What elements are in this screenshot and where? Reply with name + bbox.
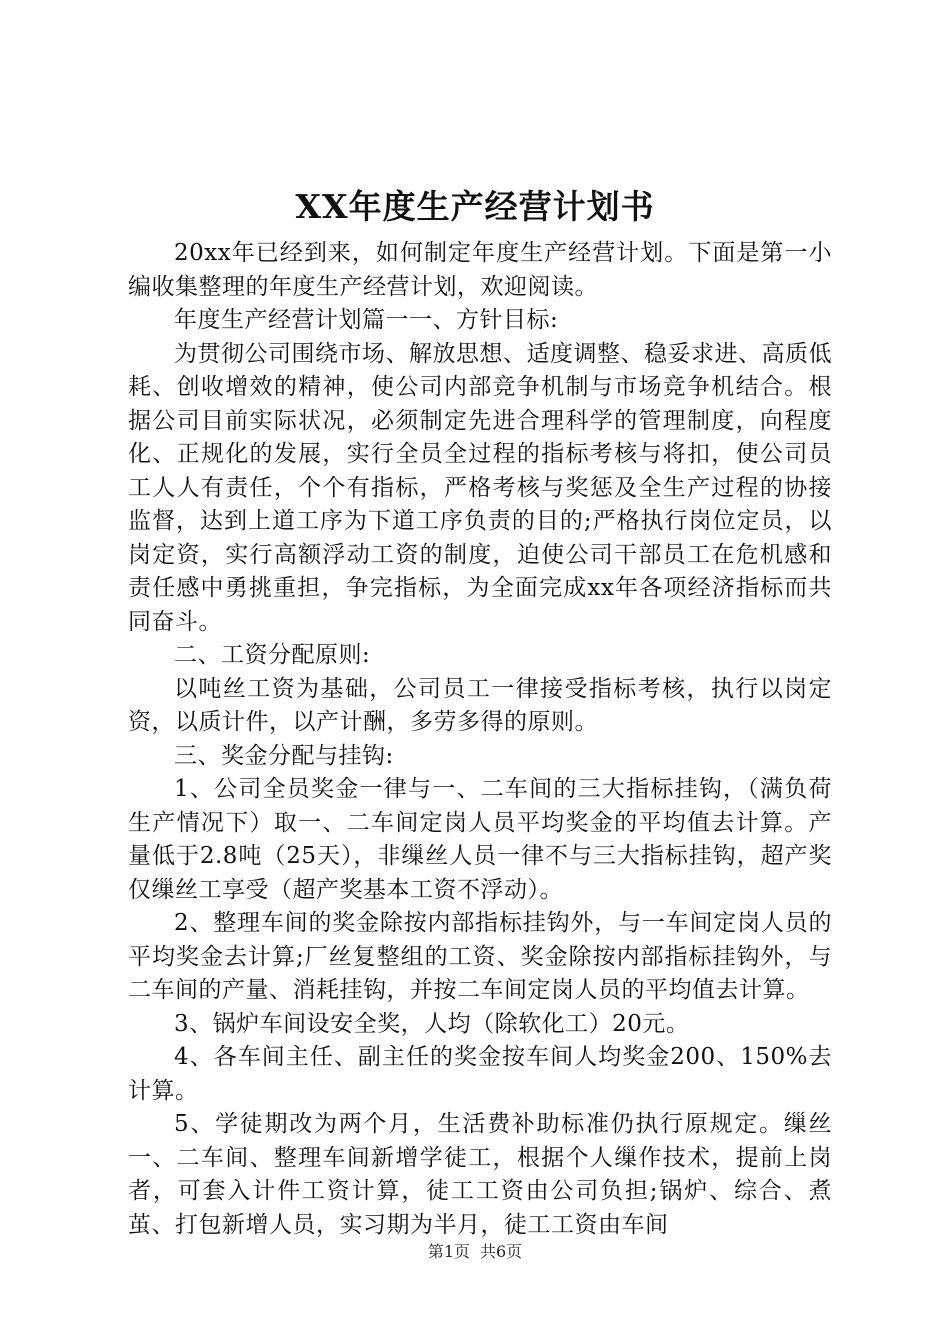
paragraph-bonus-item-2: 2、整理车间的奖金除按内部指标挂钩外，与一车间定岗人员的平均奖金去计算;厂丝复整组的工资、奖金除按内部指标挂钩外，与二车间的产量、消耗挂钩，并按二车间定岗人员的平均值去计算。: [128, 910, 832, 1003]
page-number: 第1页: [427, 1242, 470, 1261]
paragraph-wage-principle: 以吨丝工资为基础，公司员工一律接受指标考核，执行以岗定资，以质计件，以产计酬，多劳多得的原则。: [128, 675, 832, 735]
paragraph-bonus-item-5: 5、学徒期改为两个月，生活费补助标准仍执行原规定。缫丝一、二车间、整理车间新增学徒工，根据个人缫作技术，提前上岗者，可套入计件工资计算，徒工工资由公司负担;锅炉、综合、煮茧、打包新增人员，实习期为半月，徒工工资由车间: [128, 1111, 832, 1238]
document-title: XX年度生产经营计划书: [295, 187, 655, 226]
paragraph-bonus-item-4: 4、各车间主任、副主任的奖金按车间人均奖金200、150%去计算。: [128, 1044, 832, 1104]
paragraph-section-1-heading: 年度生产经营计划篇一一、方针目标:: [174, 307, 559, 333]
paragraph-bonus-item-1: 1、公司全员奖金一律与一、二车间的三大指标挂钩，（满负荷生产情况下）取一、二车间定岗人员平均奖金的平均值去计算。产量低于2.8吨（25天），非缫丝人员一律不与三大指标挂钩，超产奖仅缫丝工享受（超产奖基本工资不浮动）。: [128, 776, 832, 903]
paragraph-section-3-heading: 三、奖金分配与挂钩:: [174, 742, 394, 769]
page-footer: [0, 1241, 950, 1263]
paragraph-intro: 20xx年已经到来，如何制定年度生产经营计划。下面是第一小编收集整理的年度生产经营计划，欢迎阅读。: [128, 240, 832, 300]
paragraph-policy-goals: 为贯彻公司围绕市场、解放思想、适度调整、稳妥求进、高质低耗、创收增效的精神，使公司内部竞争机制与市场竞争机结合。根据公司目前实际状况，必须制定先进合理科学的管理制度，向程度化、正规化的发展，实行全员全过程的指标考核与将扣，使公司员工人人有责任，个个有指标，严格考核与奖惩及全生产过程的协接监督，达到上道工序为下道工序负责的目的;严格执行岗位定员，以岗定资，实行高额浮动工资的制度，迫使公司干部员工在危机感和责任感中勇挑重担，争完指标，为全面完成xx年各项经济指标而共同奋斗。: [128, 340, 832, 635]
page-total: 共6页: [480, 1242, 523, 1261]
document-body: [128, 237, 832, 1242]
paragraph-section-2-heading: 二、工资分配原则:: [174, 642, 371, 668]
paragraph-bonus-item-3: 3、锅炉车间设安全奖，人均（除软化工）20元。: [174, 1010, 690, 1037]
